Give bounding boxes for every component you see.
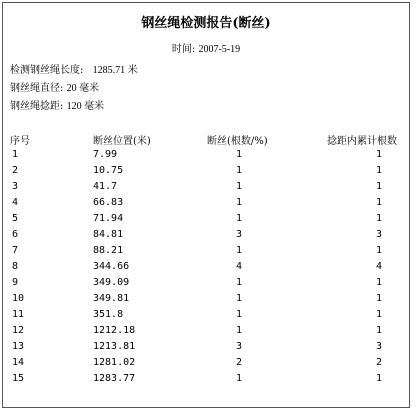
- table-row: [3, 245, 409, 261]
- report-page: [2, 2, 410, 408]
- time-label: 时间:: [171, 44, 196, 55]
- row-position: 1283.77: [93, 373, 136, 384]
- row-position: 10.75: [93, 165, 124, 176]
- table-row: [3, 341, 409, 357]
- row-cumulative: 1: [376, 373, 383, 384]
- row-index: 1: [12, 149, 19, 160]
- row-cumulative: 1: [376, 197, 383, 208]
- row-position: 84.81: [93, 229, 124, 240]
- row-index: 10: [12, 293, 25, 304]
- diameter-value: 20 毫米: [66, 83, 100, 94]
- length-label: 检测钢丝绳长度:: [10, 65, 84, 76]
- length-value: 1285.71 米: [92, 65, 138, 76]
- row-broken-count: 2: [236, 357, 243, 368]
- table-row: [3, 229, 409, 245]
- row-position: 349.09: [93, 277, 130, 288]
- row-cumulative: 1: [376, 309, 383, 320]
- row-position: 1212.18: [93, 325, 136, 336]
- row-broken-count: 1: [236, 309, 243, 320]
- row-broken-count: 1: [236, 165, 243, 176]
- table-row: [3, 325, 409, 341]
- row-index: 6: [12, 229, 19, 240]
- report-time: [3, 40, 409, 55]
- row-cumulative: 1: [376, 325, 383, 336]
- row-position: 351.8: [93, 309, 124, 320]
- row-index: 15: [12, 373, 25, 384]
- row-cumulative: 1: [376, 213, 383, 224]
- table-row: [3, 181, 409, 197]
- row-index: 9: [12, 277, 19, 288]
- table-row: [3, 197, 409, 213]
- row-broken-count: 1: [236, 277, 243, 288]
- row-index: 5: [12, 213, 19, 224]
- lay-label: 钢丝绳捻距:: [10, 101, 64, 112]
- row-index: 3: [12, 181, 19, 192]
- lay-line: [10, 97, 104, 112]
- diameter-label: 钢丝绳直径:: [10, 83, 64, 94]
- diameter-line: [10, 79, 99, 94]
- table-row: [3, 213, 409, 229]
- table-row: [3, 165, 409, 181]
- row-broken-count: 1: [236, 149, 243, 160]
- row-position: 88.21: [93, 245, 124, 256]
- table-row: [3, 293, 409, 309]
- row-cumulative: 2: [376, 357, 383, 368]
- row-position: 349.81: [93, 293, 130, 304]
- row-cumulative: 1: [376, 277, 383, 288]
- table-row: [3, 149, 409, 165]
- row-position: 41.7: [93, 181, 118, 192]
- header-index: 序号: [10, 136, 30, 147]
- row-cumulative: 3: [376, 341, 383, 352]
- row-position: 1213.81: [93, 341, 136, 352]
- row-broken-count: 1: [236, 213, 243, 224]
- report-title: 钢丝绳检测报告(断丝): [141, 16, 271, 31]
- row-cumulative: 1: [376, 245, 383, 256]
- row-broken-count: 3: [236, 229, 243, 240]
- row-position: 66.83: [93, 197, 124, 208]
- row-broken-count: 3: [236, 341, 243, 352]
- row-index: 8: [12, 261, 19, 272]
- row-index: 4: [12, 197, 19, 208]
- row-position: 1281.02: [93, 357, 136, 368]
- time-value: 2007-5-19: [198, 44, 241, 55]
- length-line: [10, 61, 138, 76]
- row-broken-count: 1: [236, 293, 243, 304]
- table-row: [3, 277, 409, 293]
- table-row: [3, 261, 409, 277]
- row-broken-count: 1: [236, 245, 243, 256]
- header-cumulative: 捻距内累计根数: [327, 136, 397, 147]
- row-broken-count: 1: [236, 325, 243, 336]
- row-index: 2: [12, 165, 19, 176]
- row-index: 12: [12, 325, 25, 336]
- row-index: 11: [12, 309, 25, 320]
- row-cumulative: 1: [376, 149, 383, 160]
- row-cumulative: 1: [376, 165, 383, 176]
- table-row: [3, 373, 409, 389]
- row-broken-count: 1: [236, 197, 243, 208]
- row-cumulative: 3: [376, 229, 383, 240]
- row-index: 13: [12, 341, 25, 352]
- row-index: 7: [12, 245, 19, 256]
- breakage-table: [3, 149, 409, 389]
- row-index: 14: [12, 357, 25, 368]
- header-broken-count: 断丝(根数/%): [207, 136, 268, 147]
- row-position: 344.66: [93, 261, 130, 272]
- row-position: 7.99: [93, 149, 118, 160]
- row-broken-count: 4: [236, 261, 243, 272]
- row-broken-count: 1: [236, 373, 243, 384]
- row-cumulative: 1: [376, 181, 383, 192]
- table-row: [3, 309, 409, 325]
- row-position: 71.94: [93, 213, 124, 224]
- row-cumulative: 4: [376, 261, 383, 272]
- row-broken-count: 1: [236, 181, 243, 192]
- row-cumulative: 1: [376, 293, 383, 304]
- header-position: 断丝位置(米): [93, 136, 151, 147]
- lay-value: 120 毫米: [66, 101, 105, 112]
- table-row: [3, 357, 409, 373]
